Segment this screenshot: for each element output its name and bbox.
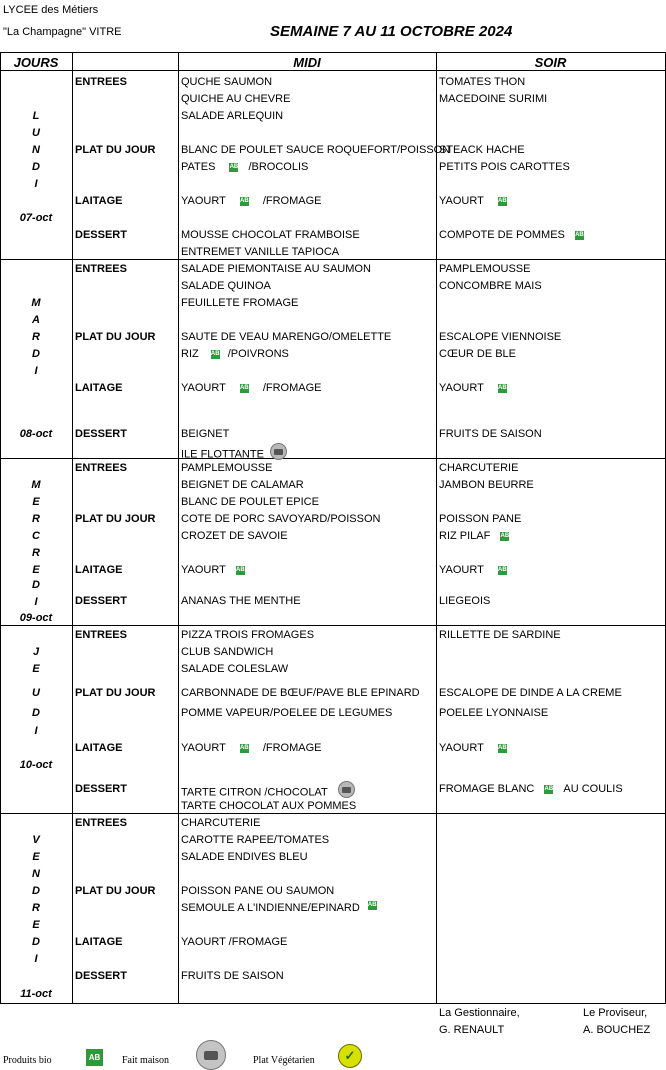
dish-name: YAOURT: [181, 195, 226, 207]
soir-plat: POISSON PANE: [439, 513, 522, 525]
day-letter: D: [32, 936, 40, 948]
midi-laitage: [181, 196, 322, 207]
day-date: 11-oct: [20, 988, 52, 1000]
day-date: 08-oct: [19, 428, 53, 440]
dish-name: /BROCOLIS: [248, 161, 309, 173]
soir-dessert: LIEGEOIS: [439, 595, 491, 607]
category-entrees: ENTREES: [75, 817, 127, 829]
soir-entree: CHARCUTERIE: [439, 462, 519, 474]
bio-logo-icon: AB: [497, 197, 507, 204]
midi-plat: POISSON PANE OU SAUMON: [181, 885, 335, 897]
midi-plat: BLANC DE POULET SAUCE ROQUEFORT/POISSON: [181, 144, 451, 156]
bio-logo-icon: AB: [229, 163, 239, 170]
midi-entree: CAROTTE RAPEE/TOMATES: [181, 834, 330, 846]
midi-plat: COTE DE PORC SAVOYARD/POISSON: [181, 513, 381, 525]
day-letter: R: [32, 331, 40, 343]
day-date: 10-oct: [19, 759, 53, 771]
column-header-jours: JOURS: [13, 55, 59, 70]
midi-dessert: ANANAS THE MENTHE: [181, 595, 301, 607]
category-entrees: ENTREES: [75, 462, 127, 474]
bio-logo-icon: AB: [239, 744, 249, 751]
soir-entree: JAMBON BEURRE: [439, 479, 534, 491]
day-date: 07-oct: [19, 212, 53, 224]
jours-column-border: [72, 52, 73, 1004]
page-title: SEMAINE 7 AU 11 OCTOBRE 2024: [270, 23, 513, 40]
category-plat: PLAT DU JOUR: [75, 513, 156, 525]
soir-plat: POELEE LYONNAISE: [439, 707, 549, 719]
midi-laitage: [181, 743, 322, 754]
day-letter: D: [32, 707, 40, 719]
soir-plat: [439, 531, 513, 542]
day-letter: D: [32, 348, 40, 360]
dish-name: YAOURT: [439, 564, 484, 576]
midi-plat: POMME VAPEUR/POELEE DE LEGUMES: [181, 707, 393, 719]
fait-maison-icon: [338, 781, 355, 798]
category-laitage: LAITAGE: [75, 382, 123, 394]
column-header-midi: MIDI: [293, 55, 321, 70]
midi-entree: SALADE COLESLAW: [181, 663, 289, 675]
day-letter: R: [32, 902, 40, 914]
day-letter: R: [32, 547, 40, 559]
midi-dessert: [181, 446, 287, 463]
soir-entree: TOMATES THON: [439, 76, 526, 88]
dish-name: FROMAGE BLANC: [439, 783, 535, 795]
soir-entree: RILLETTE DE SARDINE: [439, 629, 561, 641]
day-letter: A: [32, 314, 40, 326]
midi-laitage: [181, 565, 249, 576]
vegetarian-icon: ✓: [338, 1044, 362, 1068]
soir-laitage: [439, 565, 511, 576]
day-letter: N: [32, 144, 40, 156]
day-letter: D: [32, 885, 40, 897]
soir-dessert: [439, 784, 623, 795]
dish-name: RIZ PILAF: [439, 530, 491, 542]
legend-maison-label: Fait maison: [122, 1055, 169, 1066]
dish-name: YAOURT: [181, 742, 226, 754]
midi-plat: CROZET DE SAVOIE: [181, 530, 288, 542]
midi-dessert: ENTREMET VANILLE TAPIOCA: [181, 246, 340, 258]
soir-laitage: [439, 383, 511, 394]
bio-logo-icon: AB: [210, 350, 220, 357]
soir-plat: ESCALOPE DE DINDE A LA CREME: [439, 687, 622, 699]
day-letter: C: [32, 530, 40, 542]
dish-name: YAOURT: [439, 195, 484, 207]
category-dessert: DESSERT: [75, 595, 127, 607]
legend-vegetarien-label: Plat Végétarien: [253, 1055, 315, 1066]
midi-entree: QUICHE AU CHEVRE: [181, 93, 291, 105]
soir-plat: PETITS POIS CAROTTES: [439, 161, 570, 173]
category-plat: PLAT DU JOUR: [75, 687, 156, 699]
midi-entree: SALADE PIEMONTAISE AU SAUMON: [181, 263, 371, 275]
category-plat: PLAT DU JOUR: [75, 144, 156, 156]
midi-entree: FEUILLETE FROMAGE: [181, 297, 299, 309]
day-letter: R: [32, 513, 40, 525]
midi-entree: CHARCUTERIE: [181, 817, 261, 829]
day-letter: I: [34, 725, 38, 737]
dish-name: RIZ: [181, 348, 199, 360]
dish-name: /FROMAGE: [262, 382, 322, 394]
bio-logo-icon: AB: [497, 384, 507, 391]
day-letter: D: [32, 579, 40, 591]
soir-dessert: [439, 230, 588, 241]
day-letter: I: [34, 953, 38, 965]
day-letter: E: [32, 663, 40, 675]
midi-entree: BLANC DE POULET EPICE: [181, 496, 319, 508]
dish-name: TARTE CITRON /CHOCOLAT: [181, 786, 328, 799]
bio-logo-icon: AB: [239, 384, 249, 391]
soir-plat: ESCALOPE VIENNOISE: [439, 331, 562, 343]
midi-entree: SALADE ARLEQUIN: [181, 110, 284, 122]
bio-logo-icon: AB: [239, 197, 249, 204]
day-separator: [0, 625, 666, 626]
midi-dessert: MOUSSE CHOCOLAT FRAMBOISE: [181, 229, 360, 241]
day-letter: U: [32, 687, 40, 699]
midi-laitage: YAOURT /FROMAGE: [181, 936, 288, 948]
category-laitage: LAITAGE: [75, 742, 123, 754]
dish-name: COMPOTE DE POMMES: [439, 229, 565, 241]
proviseur-name: A. BOUCHEZ: [583, 1024, 651, 1036]
midi-plat: SAUTE DE VEAU MARENGO/OMELETTE: [181, 331, 392, 343]
dish-name: YAOURT: [181, 382, 226, 394]
category-dessert: DESSERT: [75, 783, 127, 795]
bio-logo-icon: AB: [497, 566, 507, 573]
midi-column-border: [178, 52, 179, 1004]
soir-column-border: [436, 52, 437, 1004]
midi-dessert: [181, 784, 355, 801]
school-name: LYCEE des Métiers: [3, 4, 99, 16]
bio-logo-icon: AB: [497, 744, 507, 751]
midi-entree: SALADE QUINOA: [181, 280, 271, 292]
bio-logo-icon: AB: [544, 785, 554, 792]
gestionnaire-title: La Gestionnaire,: [439, 1007, 520, 1019]
soir-entree: MACEDOINE SURIMI: [439, 93, 548, 105]
proviseur-title: Le Proviseur,: [583, 1007, 648, 1019]
midi-entree: SALADE ENDIVES BLEU: [181, 851, 308, 863]
category-laitage: LAITAGE: [75, 195, 123, 207]
bio-logo-icon: AB: [500, 532, 510, 539]
dish-name: YAOURT: [181, 564, 226, 576]
midi-plat: [181, 349, 289, 360]
category-entrees: ENTREES: [75, 263, 127, 275]
column-header-soir: SOIR: [534, 55, 567, 70]
day-letter: D: [32, 161, 40, 173]
day-letter: U: [32, 127, 40, 139]
day-separator: [0, 458, 666, 459]
header-row-border: [0, 70, 666, 71]
school-subtitle: "La Champagne" VITRE: [3, 26, 122, 38]
midi-entree: PAMPLEMOUSSE: [181, 462, 273, 474]
dish-name: SEMOULE A L'INDIENNE/EPINARD: [181, 902, 360, 914]
midi-dessert: FRUITS DE SAISON: [181, 970, 284, 982]
midi-entree: QUCHE SAUMON: [181, 76, 273, 88]
bio-logo-icon: AB: [235, 566, 245, 573]
soir-plat: STEACK HACHE: [439, 144, 525, 156]
dish-name: AU COULIS: [563, 783, 623, 795]
category-plat: PLAT DU JOUR: [75, 885, 156, 897]
gestionnaire-name: G. RENAULT: [439, 1024, 505, 1036]
table-bottom-border: [0, 1003, 666, 1004]
bio-logo-icon: AB: [575, 231, 584, 238]
day-letter: I: [34, 178, 38, 190]
midi-entree: BEIGNET DE CALAMAR: [181, 479, 304, 491]
midi-laitage: [181, 383, 322, 394]
day-date: 09-oct: [19, 612, 53, 624]
midi-plat: [181, 903, 381, 914]
soir-dessert: FRUITS DE SAISON: [439, 428, 542, 440]
midi-entree: CLUB SANDWICH: [181, 646, 274, 658]
dish-name: /FROMAGE: [262, 195, 322, 207]
day-letter: N: [32, 868, 40, 880]
fait-maison-icon: [196, 1040, 226, 1070]
midi-plat: CARBONNADE DE BŒUF/PAVE BLE EPINARD: [181, 687, 420, 699]
dish-name: /FROMAGE: [262, 742, 322, 754]
day-separator: [0, 259, 666, 260]
dish-name: ILE FLOTTANTE: [181, 448, 264, 461]
day-letter: L: [32, 110, 40, 122]
category-plat: PLAT DU JOUR: [75, 331, 156, 343]
category-dessert: DESSERT: [75, 970, 127, 982]
midi-entree: PIZZA TROIS FROMAGES: [181, 629, 315, 641]
fait-maison-icon: [270, 443, 287, 460]
dish-name: YAOURT: [439, 382, 484, 394]
day-letter: E: [32, 496, 40, 508]
day-letter: M: [31, 479, 41, 491]
midi-dessert: TARTE CHOCOLAT AUX POMMES: [181, 800, 357, 812]
soir-plat: CŒUR DE BLE: [439, 348, 517, 360]
day-letter: I: [34, 596, 38, 608]
day-letter: E: [32, 564, 40, 576]
midi-plat: [181, 162, 308, 173]
soir-entree: PAMPLEMOUSSE: [439, 263, 531, 275]
day-letter: E: [32, 851, 40, 863]
category-entrees: ENTREES: [75, 629, 127, 641]
day-letter: I: [34, 365, 38, 377]
day-separator: [0, 813, 666, 814]
dish-name: /POIVRONS: [227, 348, 289, 360]
bio-logo-icon: AB: [86, 1049, 103, 1066]
legend-bio-label: Produits bio: [3, 1055, 52, 1066]
dish-name: YAOURT: [439, 742, 484, 754]
soir-laitage: [439, 743, 511, 754]
day-letter: V: [32, 834, 40, 846]
midi-dessert: BEIGNET: [181, 428, 230, 440]
bio-logo-icon: AB: [367, 901, 377, 908]
category-entrees: ENTREES: [75, 76, 127, 88]
soir-entree: CONCOMBRE MAIS: [439, 280, 542, 292]
category-laitage: LAITAGE: [75, 564, 123, 576]
soir-laitage: [439, 196, 511, 207]
category-dessert: DESSERT: [75, 428, 127, 440]
dish-name: PATES: [181, 161, 216, 173]
category-dessert: DESSERT: [75, 229, 127, 241]
day-letter: M: [31, 297, 41, 309]
category-laitage: LAITAGE: [75, 936, 123, 948]
day-letter: E: [32, 919, 40, 931]
day-letter: J: [32, 646, 40, 658]
table-top-border: [0, 52, 666, 53]
